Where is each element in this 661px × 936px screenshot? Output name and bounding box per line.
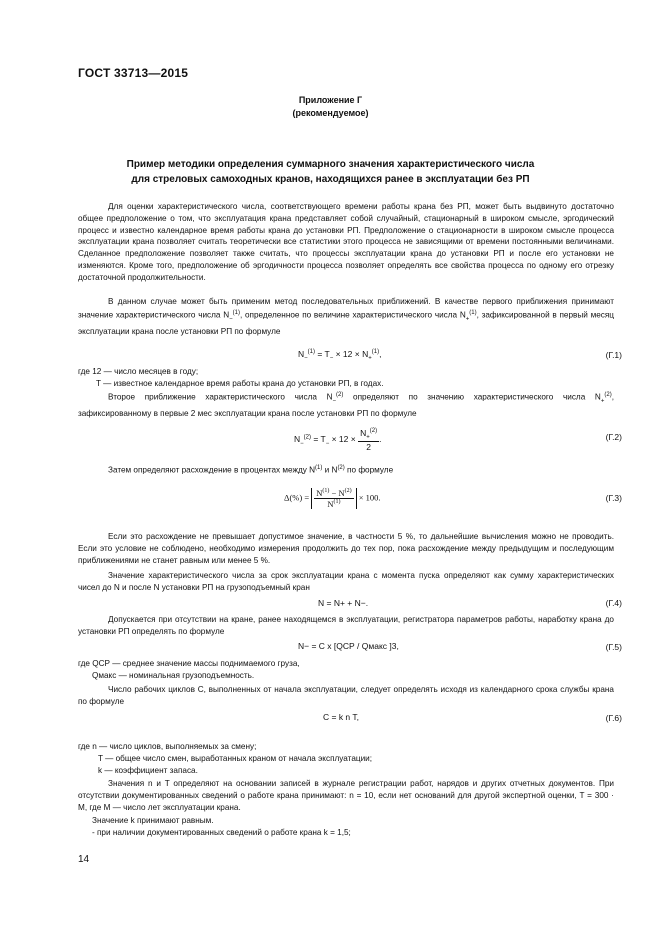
list-item-k-documented: - при наличии документированных сведений о работе крана k = 1,5; <box>92 828 351 837</box>
paragraph-no-recorder: Допускается при отсутствии на кране, ранее находящемся в эксплуатации, регистратора параметров работы, наработку крана до установки РП определять по формуле <box>78 615 614 636</box>
where-t-shifts: T — общее число смен, выработанных краном от начала эксплуатации; <box>98 754 372 763</box>
formula-number-g1: (Г.1) <box>605 350 622 360</box>
formula-g3: Δ(%) = $\frac{N^{(1)} - N^{(2)}}{N^{(1)}}$ × 100. <box>284 488 381 509</box>
where-n: где n — число циклов, выполняемых за смену; <box>78 742 257 751</box>
document-header: ГОСТ 33713—2015 <box>78 66 189 80</box>
paragraph-sum: Значение характеристического числа за срок эксплуатации крана с момента пуска определяют как сумму характеристических чисел до N и после N установки РП на грузоподъемный кран <box>78 571 614 592</box>
title-line-1: Пример методики определения суммарного значения характеристического числа <box>126 159 535 170</box>
paragraph-cycles: Число рабочих циклов C, выполненных от начала эксплуатации, следует определять исходя из календарного срока службы крана по формуле <box>78 685 614 706</box>
where-12: где 12 — число месяцев в году; <box>78 367 199 376</box>
paragraph-difference: Затем определяют расхождение в процентах между $N^{(1)}$ и $N^{(2)}$ по формуле <box>108 465 394 475</box>
formula-g4: N = N+ + N−. <box>318 598 369 608</box>
appendix-title <box>0 157 661 187</box>
formula-g2: $N_-^{(2)} = T_- \times 12$ × $\frac{N_+^{(2)}}{2}$ . <box>294 428 382 452</box>
paragraph-n-t-values: Значения n и T определяют на основании записей в журнале регистрации работ, нарядов и других отчетных документов. При отсутствии документированных сведений о работе крана принимают: n = 10, если нет оснований для другой экспертной оценки, T = 300 · M, где M — число лет эксплуатации крана. <box>78 779 614 812</box>
formula-number-g6: (Г.6) <box>605 713 622 723</box>
page-number: 14 <box>78 854 90 865</box>
where-qmax: Qмакс — номинальная грузоподъемность. <box>92 671 255 680</box>
where-t: T — известное календарное время работы крана до установки РП, в годах. <box>96 379 384 388</box>
paragraph-k-value: Значение k принимают равным. <box>92 816 214 825</box>
formula-g1: $N_-^{(1)} = T_- \times 12 \times N_+^{(1)}$, <box>298 349 382 362</box>
formula-number-g3: (Г.3) <box>605 493 622 503</box>
formula-number-g5: (Г.5) <box>605 642 622 652</box>
appendix-status: (рекомендуемое) <box>292 108 369 118</box>
where-qcp: где QСР — среднее значение массы поднимаемого груза, <box>78 659 300 668</box>
formula-g6: C = k n T, <box>323 712 359 722</box>
title-line-2: для стреловых самоходных кранов, находящихся ранее в эксплуатации без РП <box>131 174 530 185</box>
paragraph-tolerance: Если это расхождение не превышает допустимое значение, в частности 5 %, то дальнейшие вычисления можно не проводить. Если это условие не соблюдено, необходимо измерения продолжить до тех пор, пока расхождение между предыдущим и последующим приближениями не станет равным или менее 5 %. <box>78 532 614 565</box>
where-k: k — коэффициент запаса. <box>98 766 198 775</box>
paragraph-intro: Для оценки характеристического числа, соответствующего времени работы крана без РП, может быть выдвинуто достаточно общее предположение о том, что эксплуатация крана представляет собой случайный, стационарный в широком смысле, эргодический процесс и известно календарное время работы крана до установки РП. Предположение о стационарности в широком смысле процесса эксплуатации крана позволяет считать теоретически все статистики этого процесса не зависящими от времени постоянными величинами. Сделанное предположение позволяет также считать, что процессы эксплуатации крана до установки РП и после его установки не изменяются. Кроме того, предположение об эргодичности процесса позволяет определять все свойства процесса по одному его отрезку достаточной продолжительности. <box>78 202 614 282</box>
paragraph-method: В данном случае может быть применим метод последовательных приближений. В качестве первого приближения принимают значение характеристического числа $N_-^{(1)}$, определенное по величине характеристического числа $N_+^{(1)}$, зафиксированной в первый месяц эксплуатации крана после установки РП по формуле <box>78 297 614 336</box>
formula-number-g4: (Г.4) <box>605 598 622 608</box>
formula-g5: N− = C x [QСР / Qмакс ]3, <box>298 641 399 651</box>
appendix-label: Приложение Г <box>298 95 363 105</box>
paragraph-second-approx: Второе приближение характеристического числа $N_-^{(2)}$ определяют по значению характеристического числа $N_+^{(2)}$, зафиксированному в первые 2 мес эксплуатации крана после установки РП по формуле <box>78 392 614 419</box>
formula-number-g2: (Г.2) <box>605 432 622 442</box>
